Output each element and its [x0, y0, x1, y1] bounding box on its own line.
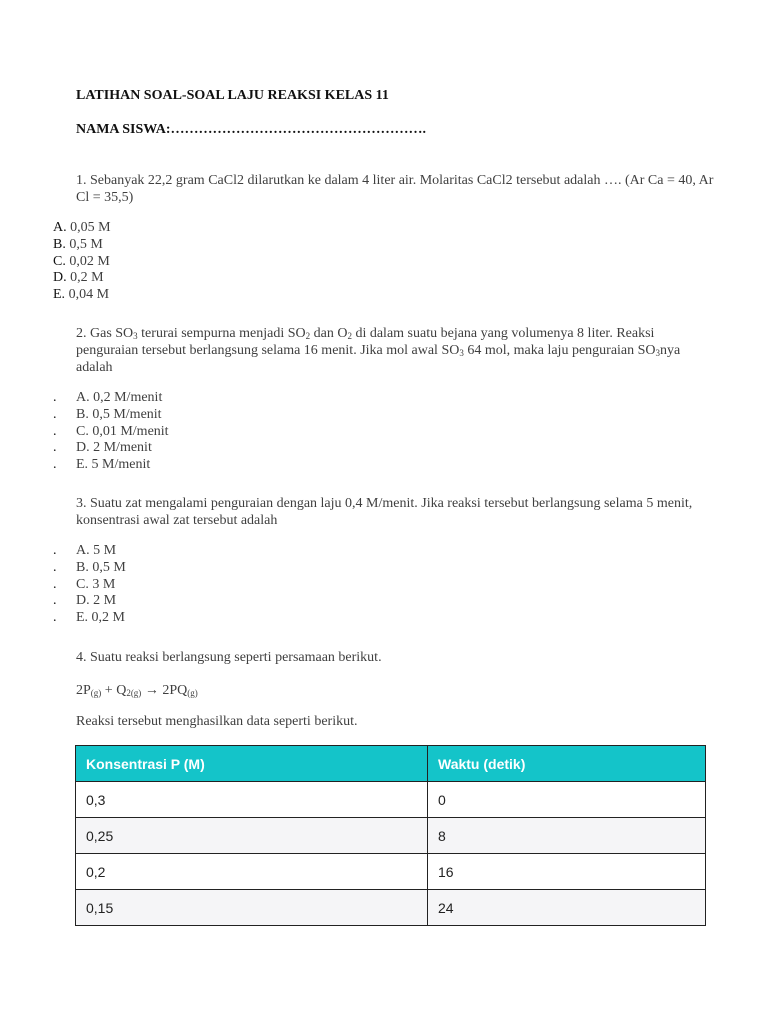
bullet: . — [53, 440, 57, 456]
option-text: 0,02 M — [65, 253, 110, 269]
option-text: B. 0,5 M/menit — [76, 406, 162, 422]
bullet: . — [53, 457, 57, 473]
option-e — [53, 287, 111, 304]
data-intro-text: Reaksi tersebut menghasilkan data seperti berikut. — [76, 714, 358, 729]
table-row — [76, 782, 706, 818]
reaction-equation — [76, 682, 718, 699]
equation-part: 2P — [76, 683, 91, 698]
equation-subscript: 2(g) — [126, 688, 142, 698]
q2-text-part: nya adalah — [76, 343, 681, 375]
table-header-row — [76, 746, 706, 782]
equation-subscript: (g) — [187, 688, 198, 698]
option-letter: A. — [53, 220, 67, 235]
student-name-label: NAMA SISWA:………………………………………………. — [76, 122, 427, 137]
table-cell: 0,2 — [76, 854, 428, 890]
option-text: B. 0,5 M — [76, 559, 126, 575]
bullet: . — [53, 390, 57, 405]
q2-subscript: 3 — [133, 331, 138, 341]
page-title: LATIHAN SOAL-SOAL LAJU REAKSI KELAS 11 — [76, 88, 389, 103]
table-cell: 0,25 — [76, 818, 428, 854]
table-cell: 24 — [428, 890, 706, 926]
table-row — [76, 818, 706, 854]
q2-subscript: 3 — [459, 348, 464, 358]
option-text: 0,5 M — [65, 236, 103, 252]
option-text: 0,05 M — [66, 220, 111, 235]
table-cell: 16 — [428, 854, 706, 890]
q2-subscript: 3 — [655, 348, 661, 358]
equation-subscript: (g) — [90, 688, 102, 698]
q2-text-part: 2. Gas SO — [76, 326, 134, 341]
question-1-text: 1. Sebanyak 22,2 gram CaCl2 dilarutkan ke dalam 4 liter air. Molaritas CaCl2 tersebut adalah …. (Ar Ca = 40, Ar Cl = 35,5) — [76, 173, 714, 205]
q2-text-part: terurai sempurna menjadi SO — [137, 326, 306, 341]
q2-subscript: 2 — [305, 331, 311, 341]
column-header-concentration: Konsentrasi P (M) — [76, 746, 428, 782]
bullet: . — [53, 543, 57, 558]
question-2-text — [76, 325, 718, 376]
table-row — [76, 890, 706, 926]
option-b — [53, 237, 111, 254]
option-d — [53, 270, 111, 287]
table-cell: 8 — [428, 818, 706, 854]
option-letter: C. — [53, 253, 66, 269]
bullet: . — [53, 576, 57, 592]
equation-part: + Q — [101, 683, 127, 698]
option-letter: E. — [53, 287, 66, 303]
bullet: . — [53, 423, 57, 439]
question-3-text: 3. Suatu zat mengalami penguraian dengan laju 0,4 M/menit. Jika reaksi tersebut berlangsung selama 5 menit, konsentrasi awal zat tersebut adalah — [76, 496, 693, 528]
option-a — [53, 220, 111, 237]
bullet: . — [53, 406, 57, 422]
question-4-text: 4. Suatu reaksi berlangsung seperti persamaan berikut. — [76, 650, 382, 665]
option-c — [53, 254, 111, 271]
table-cell: 0,3 — [76, 782, 428, 818]
data-table — [75, 745, 706, 926]
option-text: C. 3 M — [76, 576, 116, 592]
table-cell: 0,15 — [76, 890, 428, 926]
q2-text-part: dan O — [310, 326, 348, 341]
bullet: . — [53, 593, 57, 609]
option-text: E. 5 M/menit — [76, 457, 151, 473]
option-letter: D. — [53, 270, 67, 286]
option-text: A. 0,2 M/menit — [76, 390, 163, 405]
option-text: C. 0,01 M/menit — [76, 423, 169, 439]
option-text: E. 0,2 M — [76, 610, 125, 626]
arrow-icon: → — [141, 683, 163, 698]
equation-part: 2PQ — [162, 683, 188, 698]
bullet: . — [53, 610, 57, 626]
option-letter: B. — [53, 236, 66, 252]
option-text: 0,2 M — [66, 270, 104, 286]
option-text: D. 2 M — [76, 593, 117, 609]
option-text: 0,04 M — [65, 287, 110, 303]
option-text: D. 2 M/menit — [76, 440, 152, 456]
table-cell: 0 — [428, 782, 706, 818]
table-row — [76, 854, 706, 890]
option-text: A. 5 M — [76, 543, 117, 558]
q2-text-part: 64 mol, maka laju penguraian SO — [463, 343, 656, 358]
bullet: . — [53, 559, 57, 575]
question-1-options — [53, 220, 111, 304]
column-header-time: Waktu (detik) — [428, 746, 706, 782]
q2-text-part: di dalam suatu bejana yang volumenya 8 liter. Reaksi penguraian tersebut berlangsung selama 16 menit. Jika mol awal SO — [76, 326, 655, 358]
q2-subscript: 2 — [347, 331, 352, 341]
